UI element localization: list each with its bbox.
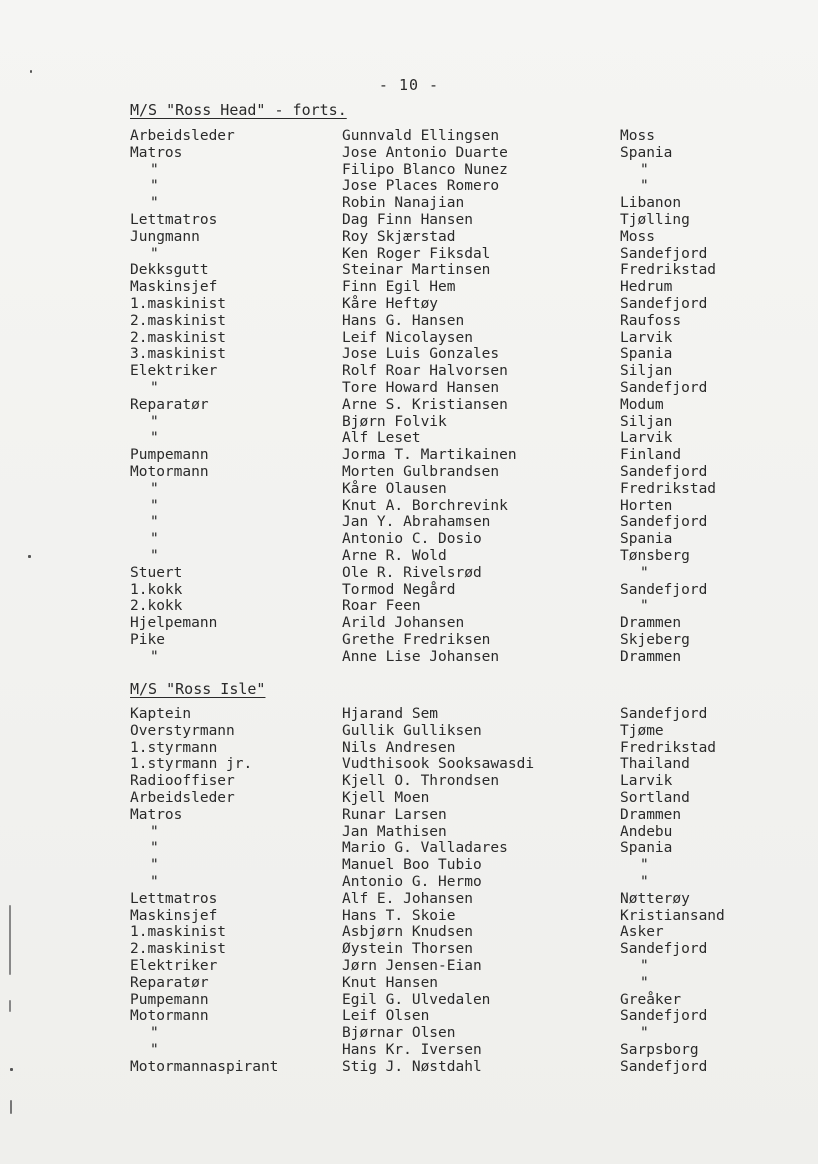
crew-role: " <box>150 480 159 497</box>
crew-row <box>0 992 818 1009</box>
crew-role: " <box>150 195 159 212</box>
crew-name: Bjørnar Olsen <box>342 1025 456 1042</box>
crew-name: Manuel Boo Tubio <box>342 857 482 874</box>
crew-row <box>0 514 818 531</box>
crew-role: Jungmann <box>130 228 200 245</box>
crew-role: Matros <box>130 806 183 823</box>
crew-hometown: Sandefjord <box>620 581 708 598</box>
crew-role: Reparatør <box>130 396 209 413</box>
crew-row <box>0 262 818 279</box>
crew-row <box>0 857 818 874</box>
page-number: - 10 - <box>378 76 440 94</box>
crew-role: Elektriker <box>130 958 218 974</box>
crew-name: Leif Nicolaysen <box>342 329 473 346</box>
crew-role: Elektriker <box>130 363 218 380</box>
section-title-ross-isle: M/S "Ross Isle" <box>130 680 266 698</box>
crew-name: Jørn Jensen-Eian <box>342 958 482 974</box>
crew-name: Steinar Martinsen <box>342 262 491 279</box>
crew-hometown: Thailand <box>620 756 690 773</box>
crew-hometown: Fredrikstad <box>620 262 717 279</box>
crew-row <box>0 464 818 481</box>
crew-row <box>0 924 818 941</box>
crew-name: Grethe Fredriksen <box>342 632 491 648</box>
crew-row <box>0 908 818 925</box>
crew-role: Motormann <box>130 1008 209 1025</box>
crew-name: Leif Olsen <box>342 1008 430 1025</box>
crew-hometown: Spania <box>620 144 673 161</box>
crew-hometown: " <box>640 598 649 615</box>
crew-name: Ken Roger Fiksdal <box>342 245 491 262</box>
crew-name: Roar Feen <box>342 598 421 615</box>
crew-row <box>0 824 818 841</box>
crew-name: Gunnvald Ellingsen <box>342 128 500 144</box>
crew-hometown: " <box>640 1025 649 1042</box>
crew-name: Robin Nanajian <box>342 195 465 212</box>
crew-name: Dag Finn Hansen <box>342 212 473 228</box>
crew-role: " <box>150 548 159 564</box>
crew-hometown: Sortland <box>620 790 690 806</box>
crew-role: Pike <box>130 632 165 648</box>
crew-name: Kåre Heftøy <box>342 296 439 312</box>
crew-hometown: Drammen <box>620 615 682 632</box>
crew-role: Pumpemann <box>130 991 209 1008</box>
crew-row <box>0 723 818 740</box>
crew-row <box>0 773 818 790</box>
crew-name: Filipo Blanco Nunez <box>342 161 508 178</box>
crew-hometown: Finland <box>620 447 682 464</box>
crew-row <box>0 1042 818 1059</box>
crew-role: Kaptein <box>130 706 192 722</box>
crew-role: " <box>150 648 159 665</box>
crew-hometown: " <box>640 874 649 890</box>
crew-row <box>0 740 818 757</box>
crew-name: Alf E. Johansen <box>342 890 473 907</box>
crew-hometown: Libanon <box>620 195 682 212</box>
crew-role: 3.maskinist <box>130 346 227 363</box>
crew-name: Hans Kr. Iversen <box>342 1042 482 1058</box>
crew-row <box>0 162 818 179</box>
crew-role: 1.maskinist <box>130 296 227 312</box>
crew-name: Hjarand Sem <box>342 706 439 722</box>
crew-row <box>0 840 818 857</box>
crew-row <box>0 548 818 565</box>
crew-name: Bjørn Folvik <box>342 413 447 430</box>
crew-row <box>0 790 818 807</box>
scan-edge-line <box>9 1000 11 1012</box>
crew-row <box>0 481 818 498</box>
crew-role: " <box>150 497 159 514</box>
crew-row <box>0 212 818 229</box>
crew-name: Gullik Gulliksen <box>342 722 482 739</box>
crew-row <box>0 582 818 599</box>
crew-role: 1.styrmann <box>130 739 218 756</box>
crew-row <box>0 874 818 891</box>
crew-role: 1.kokk <box>130 581 183 598</box>
crew-row <box>0 346 818 363</box>
crew-row <box>0 145 818 162</box>
crew-row <box>0 1008 818 1025</box>
crew-name: Tormod Negård <box>342 581 456 598</box>
crew-role: Overstyrmann <box>130 722 235 739</box>
crew-hometown: Moss <box>620 128 655 144</box>
crew-hometown: Sandefjord <box>620 1008 708 1025</box>
scan-edge-line <box>10 1100 12 1114</box>
crew-name: Jan Mathisen <box>342 823 447 840</box>
crew-name: Runar Larsen <box>342 806 447 823</box>
crew-row <box>0 807 818 824</box>
crew-role: " <box>150 840 159 857</box>
crew-row <box>0 598 818 615</box>
crew-role: Lettmatros <box>130 212 218 228</box>
crew-row <box>0 363 818 380</box>
crew-hometown: Sandefjord <box>620 296 708 312</box>
crew-row <box>0 615 818 632</box>
crew-row <box>0 891 818 908</box>
crew-hometown: Sandefjord <box>620 1058 708 1075</box>
crew-hometown: Fredrikstad <box>620 739 717 756</box>
crew-hometown: Skjeberg <box>620 632 690 648</box>
crew-name: Ole R. Rivelsrød <box>342 564 482 581</box>
crew-hometown: Spania <box>620 531 673 548</box>
crew-name: Tore Howard Hansen <box>342 380 500 396</box>
crew-name: Antonio C. Dosio <box>342 531 482 548</box>
crew-role: Radiooffiser <box>130 773 235 790</box>
crew-role: " <box>150 178 159 195</box>
crew-role: Dekksgutt <box>130 262 209 279</box>
crew-role: 2.maskinist <box>130 312 227 329</box>
crew-hometown: Tjøme <box>620 722 664 739</box>
crew-role: " <box>150 857 159 874</box>
crew-name: Knut A. Borchrevink <box>342 497 508 514</box>
crew-role: Maskinsjef <box>130 907 218 924</box>
crew-row <box>0 397 818 414</box>
crew-role: " <box>150 161 159 178</box>
crew-name: Knut Hansen <box>342 974 439 991</box>
crew-role: " <box>150 1025 159 1042</box>
crew-hometown: Larvik <box>620 329 673 346</box>
crew-name: Jorma T. Martikainen <box>342 447 517 464</box>
crew-name: Arne S. Kristiansen <box>342 396 508 413</box>
crew-name: Jose Luis Gonzales <box>342 346 500 363</box>
crew-role: " <box>150 823 159 840</box>
crew-row <box>0 246 818 263</box>
crew-row <box>0 632 818 649</box>
crew-role: " <box>150 874 159 890</box>
crew-name: Nils Andresen <box>342 739 456 756</box>
crew-hometown: Sandefjord <box>620 245 708 262</box>
scan-edge-line <box>9 905 11 975</box>
crew-hometown: Modum <box>620 396 664 413</box>
crew-hometown: Sandefjord <box>620 514 708 531</box>
crew-name: Finn Egil Hem <box>342 279 456 296</box>
crew-name: Egil G. Ulvedalen <box>342 991 491 1008</box>
crew-row <box>0 296 818 313</box>
crew-hometown: Drammen <box>620 806 682 823</box>
crew-hometown: Larvik <box>620 773 673 790</box>
crew-role: Pumpemann <box>130 447 209 464</box>
crew-row <box>0 414 818 431</box>
crew-hometown: Raufoss <box>620 312 682 329</box>
crew-row <box>0 313 818 330</box>
crew-role: Matros <box>130 144 183 161</box>
crew-hometown: Kristiansand <box>620 907 725 924</box>
crew-hometown: Sandefjord <box>620 380 708 396</box>
crew-role: " <box>150 1042 159 1058</box>
crew-hometown: Asker <box>620 924 664 941</box>
crew-role: " <box>150 380 159 396</box>
crew-role: 1.styrmann jr. <box>130 756 253 773</box>
crew-role: Motormann <box>130 464 209 480</box>
crew-hometown: Tønsberg <box>620 548 690 564</box>
crew-hometown: Sarpsborg <box>620 1042 699 1058</box>
crew-role: " <box>150 413 159 430</box>
crew-role: Stuert <box>130 564 183 581</box>
crew-role: " <box>150 531 159 548</box>
crew-hometown: " <box>640 178 649 195</box>
crew-name: Hans G. Hansen <box>342 312 465 329</box>
crew-hometown: " <box>640 974 649 991</box>
crew-name: Kjell Moen <box>342 790 430 806</box>
crew-role: 2.kokk <box>130 598 183 615</box>
crew-hometown: Sandefjord <box>620 464 708 480</box>
scan-speck <box>10 1068 13 1071</box>
crew-row <box>0 941 818 958</box>
crew-name: Alf Leset <box>342 430 421 447</box>
crew-role: 2.maskinist <box>130 941 227 958</box>
crew-hometown: Sandefjord <box>620 706 708 722</box>
crew-name: Mario G. Valladares <box>342 840 508 857</box>
crew-hometown: Fredrikstad <box>620 480 717 497</box>
scan-speck <box>30 70 32 73</box>
crew-hometown: Greåker <box>620 991 682 1008</box>
crew-name: Jose Antonio Duarte <box>342 144 508 161</box>
section-title-ross-head: M/S "Ross Head" - forts. <box>130 101 347 119</box>
crew-hometown: Andebu <box>620 823 673 840</box>
crew-hometown: " <box>640 958 649 974</box>
crew-hometown: Spania <box>620 346 673 363</box>
crew-row <box>0 565 818 582</box>
crew-hometown: Hedrum <box>620 279 673 296</box>
crew-role: " <box>150 514 159 531</box>
crew-name: Morten Gulbrandsen <box>342 464 500 480</box>
crew-hometown: Nøtterøy <box>620 890 690 907</box>
crew-hometown: Siljan <box>620 363 673 380</box>
crew-name: Arne R. Wold <box>342 548 447 564</box>
crew-hometown: " <box>640 564 649 581</box>
crew-role: " <box>150 245 159 262</box>
crew-name: Antonio G. Hermo <box>342 874 482 890</box>
crew-row <box>0 447 818 464</box>
crew-row <box>0 279 818 296</box>
crew-hometown: Siljan <box>620 413 673 430</box>
crew-row <box>0 195 818 212</box>
crew-name: Vudthisook Sooksawasdi <box>342 756 535 773</box>
crew-hometown: Spania <box>620 840 673 857</box>
crew-role: " <box>150 430 159 447</box>
scan-speck <box>28 555 31 558</box>
crew-row <box>0 498 818 515</box>
crew-row <box>0 649 818 666</box>
crew-name: Asbjørn Knudsen <box>342 924 473 941</box>
crew-name: Øystein Thorsen <box>342 941 473 958</box>
crew-hometown: Drammen <box>620 648 682 665</box>
crew-row <box>0 178 818 195</box>
crew-hometown: " <box>640 161 649 178</box>
crew-row <box>0 380 818 397</box>
crew-role: Hjelpemann <box>130 615 218 632</box>
crew-hometown: Larvik <box>620 430 673 447</box>
crew-name: Stig J. Nøstdahl <box>342 1058 482 1075</box>
crew-name: Jose Places Romero <box>342 178 500 195</box>
crew-name: Arild Johansen <box>342 615 465 632</box>
crew-hometown: Moss <box>620 228 655 245</box>
crew-name: Kjell O. Throndsen <box>342 773 500 790</box>
crew-hometown: " <box>640 857 649 874</box>
crew-role: Lettmatros <box>130 890 218 907</box>
crew-row <box>0 756 818 773</box>
crew-name: Rolf Roar Halvorsen <box>342 363 508 380</box>
crew-row <box>0 958 818 975</box>
crew-name: Roy Skjærstad <box>342 228 456 245</box>
crew-row <box>0 229 818 246</box>
crew-name: Jan Y. Abrahamsen <box>342 514 491 531</box>
crew-row <box>0 330 818 347</box>
crew-name: Kåre Olausen <box>342 480 447 497</box>
crew-row <box>0 1059 818 1076</box>
crew-role: Reparatør <box>130 974 209 991</box>
crew-role: Motormannaspirant <box>130 1058 279 1075</box>
crew-row <box>0 128 818 145</box>
crew-row <box>0 430 818 447</box>
crew-row <box>0 531 818 548</box>
crew-name: Hans T. Skoie <box>342 907 456 924</box>
crew-row <box>0 706 818 723</box>
crew-hometown: Horten <box>620 497 673 514</box>
crew-hometown: Sandefjord <box>620 941 708 958</box>
crew-name: Anne Lise Johansen <box>342 648 500 665</box>
crew-role: Arbeidsleder <box>130 790 235 806</box>
crew-role: 2.maskinist <box>130 329 227 346</box>
crew-role: Arbeidsleder <box>130 128 235 144</box>
crew-role: Maskinsjef <box>130 279 218 296</box>
crew-row <box>0 975 818 992</box>
crew-role: 1.maskinist <box>130 924 227 941</box>
crew-row <box>0 1025 818 1042</box>
crew-hometown: Tjølling <box>620 212 690 228</box>
